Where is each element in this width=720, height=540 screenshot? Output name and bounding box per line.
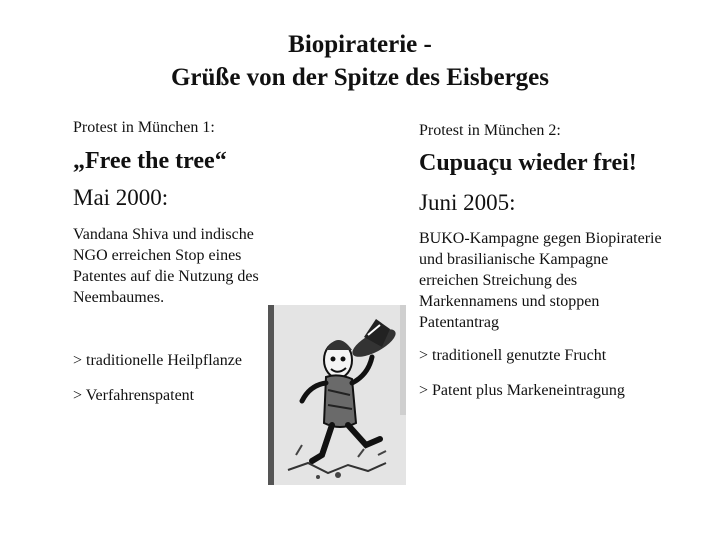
right-point-1: > traditionell genutzte Frucht (419, 347, 607, 364)
left-point-1: > traditionelle Heilpflanze (73, 352, 242, 369)
right-slogan: Cupuaçu wieder frei! (419, 150, 637, 176)
left-date: Mai 2000: (73, 185, 169, 210)
left-protest-label: Protest in München 1: (73, 119, 215, 136)
left-description: Vandana Shiva und indische NGO erreichen Stop eines Patentes auf die Nutzung des Neembaumes. (73, 226, 259, 306)
illustration-left-edge (268, 305, 274, 485)
right-protest-label: Protest in München 2: (419, 122, 561, 139)
right-date: Juni 2005: (419, 190, 516, 215)
title-line-2: Grüße von der Spitze des Eisberges (170, 64, 549, 91)
left-point-2: > Verfahrenspatent (73, 387, 195, 404)
right-description: BUKO-Kampagne gegen Biopiraterie und brasilianische Kampagne erreichen Streichung des Markennamens und stoppen Patentantrag (419, 230, 662, 331)
title-line-1: Biopiraterie - (288, 31, 432, 58)
illustration-right-edge (400, 305, 406, 415)
left-slogan: „Free the tree“ (73, 148, 227, 174)
right-point-2: > Patent plus Markeneintragung (419, 382, 625, 399)
slide-title (0, 28, 720, 94)
protest-cartoon-illustration (268, 305, 406, 485)
